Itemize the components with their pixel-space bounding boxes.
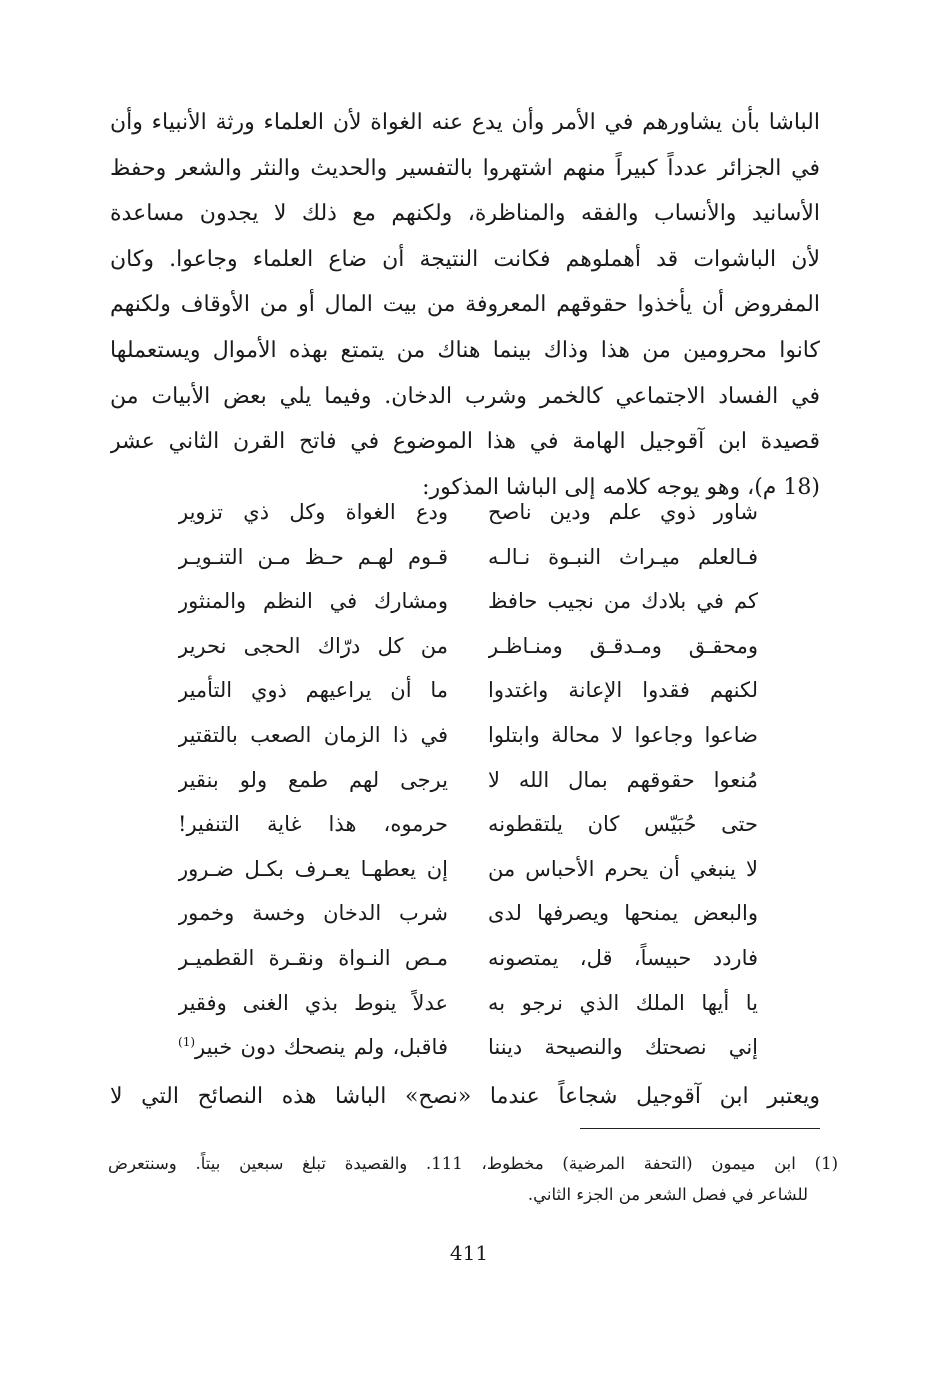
verse-first-hemistich: لا ينبغي أن يحرم الأحباس من [488,856,758,881]
verse-first-hemistich: فاردد حبيساً، قل، يمتصونه [488,945,758,970]
paragraph-line: الأسانيد والأنساب والفقه والمناظرة، ولكنهم مع ذلك لا يجدون مساعدة [110,201,820,227]
verse-first-hemistich: ضاعوا وجاعوا لا محالة وابتلوا [488,722,758,747]
poem [178,490,758,1070]
verse-first-hemistich: كم في بلادك من نجيب حافظ [488,589,758,614]
main-paragraph [110,100,820,510]
footnote-divider [580,1128,820,1129]
poem-verse [178,535,758,580]
verse-first-hemistich: حتى حُبَيّس كان يلتقطونه [488,812,758,837]
footnote-line: (1) ابن ميمون (التحفة المرضية) مخطوط، 111. والقصيدة تبلغ سبعين بيتاً. وسنتعرض [108,1154,838,1173]
poem-verse [178,891,758,936]
verse-second-hemistich: من كل درّاك الحجى نحرير [178,633,448,658]
paragraph-line: قصيدة ابن آقوجيل الهامة في هذا الموضوع في فاتح القرن الثاني عشر [110,429,820,455]
paragraph-line: كانوا محرومين من هذا وذاك بينما هناك من يتمتع بهذه الأموال ويستعملها [110,337,820,363]
verse-second-hemistich: في ذا الزمان الصعب بالتقتير [178,722,448,747]
verse-second-hemistich: حرموه، هذا غاية التنفير! [178,812,448,837]
verse-second-hemistich [178,1025,448,1070]
paragraph-line: في الجزائر عدداً كبيراً منهم اشتهروا بالتفسير والحديث والنثر والشعر وحفظ [110,155,820,181]
verse-first-hemistich: يا أيها الملك الذي نرجو به [488,990,758,1015]
poem-verse [178,490,758,535]
poem-verse [178,981,758,1026]
paragraph-line: الباشا بأن يشاورهم في الأمر وأن يدع عنه الغواة لأن العلماء ورثة الأنبياء وأن [110,110,820,135]
poem-verse [178,1025,758,1070]
verse-first-hemistich: إني نصحتك والنصيحة ديننا [488,1035,758,1060]
footnote [108,1148,838,1210]
paragraph-line: (18 م)، وهو يوجه كلامه إلى الباشا المذكور: [422,474,820,500]
verse-second-hemistich: ما أن يراعيهم ذوي التأمير [178,678,448,703]
verse-first-hemistich: والبعض يمنحها ويصرفها لدى [488,901,758,926]
paragraph-line: المفروض أن يأخذوا حقوقهم المعروفة من بيت المال أو من الأوقاف ولكنهم [110,292,820,318]
verse-second-hemistich: مـص النـواة ونقـرة القطميـر [178,945,448,970]
verse-first-hemistich: ومحقـق ومـدقـق ومنـاظـر [488,633,758,658]
poem-verse [178,668,758,713]
paragraph-line: في الفساد الاجتماعي كالخمر وشرب الدخان. وفيما يلي بعض الأبيات من [110,383,820,409]
poem-verse [178,847,758,892]
footnote-line: للشاعر في فصل الشعر من الجزء الثاني. [527,1185,808,1204]
poem-verse [178,802,758,847]
poem-verse [178,624,758,669]
verse-second-hemistich: ودع الغواة وكل ذي تزوير [178,500,448,524]
poem-verse [178,936,758,981]
verse-first-hemistich: مُنعوا حقوقهم بمال الله لا [488,767,758,792]
poem-verse [178,758,758,803]
verse-first-hemistich: لكنهم فقدوا الإعانة واغتدوا [488,678,758,703]
page-number: 411 [449,1241,489,1265]
verse-second-hemistich: يرجى لهم طمع ولو بنقير [178,767,448,792]
verse-second-hemistich: شرب الدخان وخسة وخمور [178,901,448,926]
closing-line: ويعتبر ابن آقوجيل شجاعاً عندما «نصح» الباشا هذه النصائح التي لا [110,1084,820,1109]
verse-second-hemistich: قـوم لهـم حـظ مـن التنـويـر [178,544,448,569]
paragraph-line: لأن الباشوات قد أهملوهم فكانت النتيجة أن ضاع العلماء وجاعوا. وكان [110,246,820,272]
verse-first-hemistich: شاور ذوي علم ودين ناصح [488,500,758,524]
footnote-marker: (1) [178,1035,196,1050]
poem-verse [178,713,758,758]
verse-second-hemistich-text: فاقبل، ولم ينصحك دون خبير [195,1035,448,1060]
verse-second-hemistich: عدلاً ينوط بذي الغنى وفقير [178,990,448,1015]
verse-second-hemistich: ومشارك في النظم والمنثور [178,589,448,614]
poem-verse [178,579,758,624]
verse-second-hemistich: إن يعطهـا يعـرف بكـل ضـرور [178,856,448,881]
verse-first-hemistich: فـالعلم ميـراث النبـوة نـالـه [488,544,758,569]
